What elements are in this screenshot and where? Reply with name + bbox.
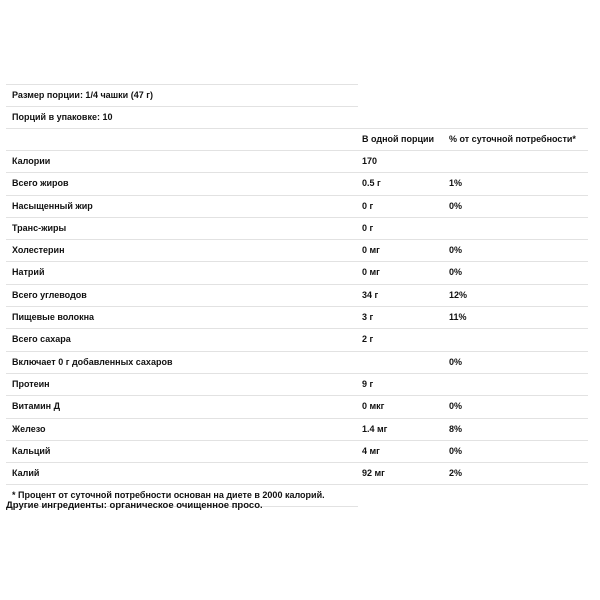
table-row — [6, 396, 588, 417]
table-row — [6, 352, 588, 373]
nutrient-rows — [6, 151, 588, 485]
nutrient-daily-value: 11% — [449, 312, 467, 323]
nutrient-name: Железо — [12, 423, 46, 434]
nutrition-facts-panel — [6, 84, 588, 507]
table-row — [6, 463, 588, 484]
nutrient-daily-value: 12% — [449, 289, 468, 300]
footnote: * Процент от суточной потребности основан на диете в 2000 калорий. — [12, 490, 325, 501]
nutrient-daily-value: 8% — [449, 423, 463, 434]
nutrient-name: Всего углеводов — [12, 289, 87, 300]
nutrient-daily-value: 0% — [449, 200, 463, 211]
table-row — [6, 218, 588, 239]
nutrient-daily-value: 1% — [449, 178, 463, 189]
other-ingredients: Другие ингредиенты: органическое очищенное просо. — [6, 500, 263, 511]
nutrient-daily-value: 0% — [449, 267, 463, 278]
nutrient-amount: 3 г — [362, 312, 374, 323]
table-row — [6, 374, 588, 395]
serving-size: Размер порции: 1/4 чашки (47 г) — [12, 90, 153, 100]
nutrient-name: Натрий — [12, 267, 45, 278]
nutrient-amount: 0 мг — [362, 245, 380, 256]
table-row — [6, 240, 588, 261]
servings-per-container: Порций в упаковке: 10 — [12, 112, 113, 122]
nutrient-amount: 2 г — [362, 334, 374, 345]
nutrient-name: Кальций — [12, 445, 51, 456]
table-row — [6, 173, 588, 194]
nutrient-daily-value: 0% — [449, 245, 463, 256]
nutrient-daily-value: 0% — [449, 445, 463, 456]
nutrient-name: Протеин — [12, 378, 50, 389]
table-row — [6, 329, 588, 350]
nutrient-name: Пищевые волокна — [12, 312, 95, 323]
nutrient-name: Включает 0 г добавленных сахаров — [12, 356, 173, 367]
nutrient-amount: 0 мкг — [362, 401, 385, 412]
nutrient-name: Всего жиров — [12, 178, 69, 189]
table-row — [6, 285, 588, 306]
nutrient-name: Транс-жиры — [12, 222, 67, 233]
nutrient-daily-value: 0% — [449, 401, 463, 412]
nutrient-amount: 0.5 г — [362, 178, 381, 189]
nutrient-daily-value: 0% — [449, 356, 463, 367]
table-row — [6, 262, 588, 283]
column-header-daily-value: % от суточной потребности* — [449, 134, 576, 144]
nutrient-amount: 9 г — [362, 378, 374, 389]
nutrient-name: Всего сахара — [12, 334, 71, 345]
nutrient-amount: 1.4 мг — [362, 423, 388, 434]
nutrient-amount: 0 г — [362, 222, 374, 233]
table-row — [6, 196, 588, 217]
table-header — [6, 129, 588, 150]
nutrient-amount: 4 мг — [362, 445, 380, 456]
nutrient-amount: 0 мг — [362, 267, 380, 278]
nutrient-amount: 34 г — [362, 289, 379, 300]
nutrient-amount: 92 мг — [362, 468, 385, 479]
nutrient-amount: 170 — [362, 156, 378, 166]
table-row — [6, 151, 588, 172]
nutrient-name: Холестерин — [12, 245, 65, 256]
nutrient-name: Насыщенный жир — [12, 200, 93, 211]
nutrient-daily-value: 2% — [449, 468, 463, 479]
nutrient-name: Калий — [12, 468, 40, 479]
nutrient-amount: 0 г — [362, 200, 374, 211]
nutrient-name: Витамин Д — [12, 401, 60, 412]
table-row — [6, 307, 588, 328]
table-row — [6, 441, 588, 462]
column-header-per-serving: В одной порции — [362, 134, 435, 144]
table-row — [6, 419, 588, 440]
nutrient-name: Калории — [12, 156, 51, 166]
